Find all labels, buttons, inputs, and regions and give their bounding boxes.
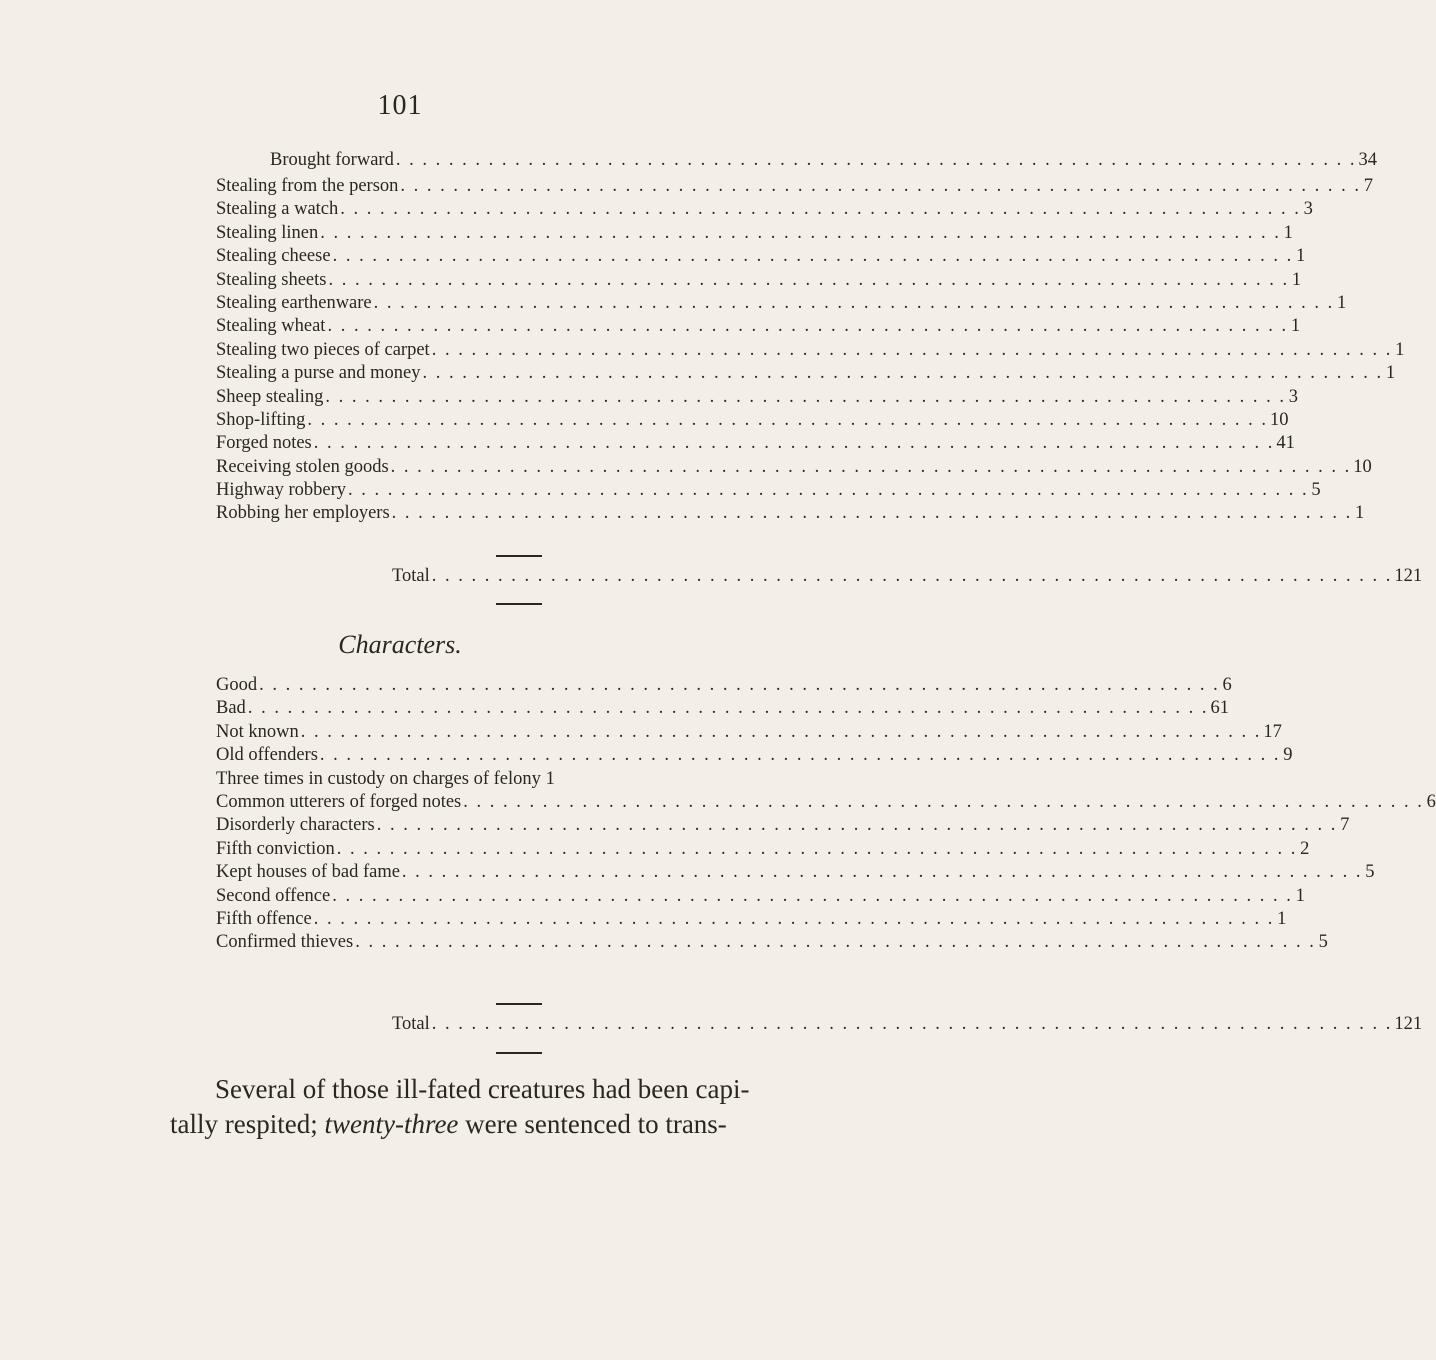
list-item bbox=[216, 433, 1295, 456]
dot-leader bbox=[333, 246, 1294, 267]
row-value: 7 bbox=[1363, 176, 1374, 196]
list-item bbox=[216, 815, 1350, 838]
dot-leader bbox=[377, 815, 1338, 836]
total-label: Total bbox=[392, 566, 430, 586]
row-label: Stealing sheets bbox=[216, 269, 327, 290]
row-label: Stealing cheese bbox=[216, 246, 331, 267]
dot-leader bbox=[432, 1014, 1393, 1035]
row-value: 1 bbox=[1337, 292, 1347, 313]
list-item bbox=[216, 246, 1306, 269]
dot-leader bbox=[320, 223, 1281, 244]
paragraph-line-2-start: tally respited; bbox=[170, 1109, 318, 1139]
dot-leader bbox=[248, 698, 1209, 719]
paragraph-line-2-end: were sentenced to trans- bbox=[465, 1109, 727, 1139]
list-item bbox=[216, 838, 1310, 862]
row-label: Brought forward bbox=[270, 150, 394, 170]
row-value: 1 bbox=[545, 768, 555, 789]
dot-leader bbox=[402, 862, 1363, 883]
list-item bbox=[216, 932, 1328, 955]
row-label: Common utterers of forged notes bbox=[216, 791, 462, 812]
row-label: Stealing from the person bbox=[216, 176, 399, 196]
row-label: Shop-lifting bbox=[216, 409, 306, 430]
list-item bbox=[216, 292, 1347, 316]
list-item bbox=[216, 316, 1301, 339]
offences-list bbox=[216, 176, 1405, 527]
list-item bbox=[216, 862, 1375, 885]
list-item bbox=[216, 745, 1293, 768]
list-item bbox=[216, 698, 1229, 721]
row-label: Bad bbox=[216, 698, 246, 719]
row-value: 1 bbox=[1395, 339, 1405, 360]
dot-leader bbox=[327, 316, 1288, 337]
row-value: 7 bbox=[1340, 815, 1350, 836]
dot-leader bbox=[391, 457, 1352, 478]
total-label: Total bbox=[392, 1014, 430, 1034]
row-value: 10 bbox=[1353, 456, 1372, 477]
row-value: 1 bbox=[1283, 222, 1293, 243]
row-value: 6 bbox=[1222, 675, 1232, 695]
dot-leader bbox=[355, 932, 1316, 953]
row-label: Stealing linen bbox=[216, 222, 319, 243]
row-label: Old offenders bbox=[216, 745, 318, 766]
row-label: Sheep stealing bbox=[216, 386, 324, 407]
dot-leader bbox=[340, 199, 1301, 220]
list-item bbox=[216, 386, 1299, 410]
dot-leader bbox=[396, 150, 1357, 171]
paragraph-line-2 bbox=[170, 1107, 727, 1142]
dot-leader bbox=[314, 433, 1275, 454]
list-item bbox=[216, 480, 1321, 503]
dot-leader bbox=[325, 387, 1286, 408]
list-item bbox=[216, 908, 1287, 932]
row-value: 61 bbox=[1210, 698, 1229, 719]
row-label: Confirmed thieves bbox=[216, 932, 354, 953]
row-label: Kept houses of bad fame bbox=[216, 862, 400, 883]
dot-leader bbox=[320, 745, 1281, 766]
total-rule-top bbox=[496, 1003, 542, 1005]
row-value: 10 bbox=[1270, 409, 1289, 430]
row-value: 1 bbox=[1277, 908, 1287, 929]
dot-leader bbox=[332, 886, 1293, 907]
dot-leader bbox=[374, 293, 1335, 314]
row-value: 5 bbox=[1311, 480, 1321, 501]
list-item bbox=[216, 456, 1372, 480]
total-value: 121 bbox=[1394, 566, 1423, 586]
row-label: Stealing a purse and money bbox=[216, 363, 421, 384]
row-label: Robbing her employers bbox=[216, 503, 390, 524]
dot-leader bbox=[422, 363, 1383, 384]
list-item bbox=[216, 199, 1313, 222]
row-value: 2 bbox=[1300, 838, 1310, 859]
dot-leader bbox=[259, 675, 1220, 696]
offences-total-row bbox=[392, 566, 1423, 589]
list-item bbox=[216, 409, 1289, 433]
row-label: Stealing two pieces of carpet bbox=[216, 339, 430, 360]
row-label: Receiving stolen goods bbox=[216, 456, 389, 477]
row-label: Fifth offence bbox=[216, 908, 312, 929]
row-value: 6 bbox=[1426, 791, 1436, 812]
list-item bbox=[216, 791, 1436, 815]
list-item bbox=[216, 363, 1396, 386]
list-item bbox=[216, 176, 1374, 199]
characters-total-row bbox=[392, 1014, 1423, 1037]
dot-leader bbox=[348, 480, 1309, 501]
row-label: Stealing earthenware bbox=[216, 292, 372, 313]
dot-leader bbox=[432, 566, 1393, 587]
row-value: 34 bbox=[1358, 150, 1377, 170]
total-rule-bottom bbox=[496, 1052, 542, 1054]
row-value: 1 bbox=[1295, 885, 1305, 906]
row-value: 17 bbox=[1263, 721, 1282, 742]
row-value: 1 bbox=[1355, 503, 1365, 524]
total-rule-bottom bbox=[496, 603, 542, 605]
characters-list bbox=[216, 675, 1436, 956]
row-value: 1 bbox=[1295, 246, 1306, 267]
dot-leader bbox=[307, 410, 1268, 431]
row-label: Good bbox=[216, 675, 258, 695]
dot-leader bbox=[392, 503, 1353, 524]
list-item bbox=[216, 721, 1282, 745]
row-label: Disorderly characters bbox=[216, 815, 375, 836]
list-item bbox=[216, 222, 1293, 246]
row-value: 1 bbox=[1385, 363, 1396, 384]
dot-leader bbox=[432, 340, 1393, 361]
row-value: 3 bbox=[1303, 199, 1313, 220]
list-item bbox=[216, 503, 1365, 526]
dot-leader bbox=[328, 270, 1289, 291]
row-label: Stealing a watch bbox=[216, 199, 339, 220]
paragraph-emphasis: twenty-three bbox=[324, 1109, 459, 1139]
row-value: 3 bbox=[1288, 386, 1299, 407]
list-item bbox=[216, 339, 1405, 363]
dot-leader bbox=[463, 792, 1424, 813]
total-value: 121 bbox=[1394, 1014, 1423, 1034]
row-label: Highway robbery bbox=[216, 480, 346, 501]
dot-leader bbox=[301, 722, 1262, 743]
list-item bbox=[216, 885, 1305, 909]
row-value: 1 bbox=[1290, 316, 1301, 337]
row-value: 5 bbox=[1318, 932, 1328, 953]
row-value: 41 bbox=[1276, 433, 1295, 454]
row-label: Stealing wheat bbox=[216, 316, 326, 337]
total-rule-top bbox=[496, 555, 542, 557]
paragraph-line-1: Several of those ill-fated creatures had been capi- bbox=[215, 1074, 750, 1104]
row-label: Forged notes bbox=[216, 433, 312, 454]
brought-forward-row bbox=[270, 150, 1377, 173]
section-heading: Characters. bbox=[338, 630, 462, 659]
list-item bbox=[216, 269, 1302, 293]
row-value: 5 bbox=[1365, 862, 1375, 883]
list-item bbox=[216, 675, 1232, 698]
row-value: 9 bbox=[1283, 745, 1293, 766]
row-label: Three times in custody on charges of felony bbox=[216, 768, 541, 789]
dot-leader bbox=[337, 839, 1298, 860]
dot-leader bbox=[314, 909, 1275, 930]
row-label: Second offence bbox=[216, 885, 331, 906]
row-label: Fifth conviction bbox=[216, 838, 335, 859]
page-number: 101 bbox=[377, 90, 423, 121]
row-label: Not known bbox=[216, 721, 299, 742]
row-value: 1 bbox=[1291, 269, 1302, 290]
dot-leader bbox=[400, 176, 1361, 197]
list-item bbox=[216, 768, 555, 792]
